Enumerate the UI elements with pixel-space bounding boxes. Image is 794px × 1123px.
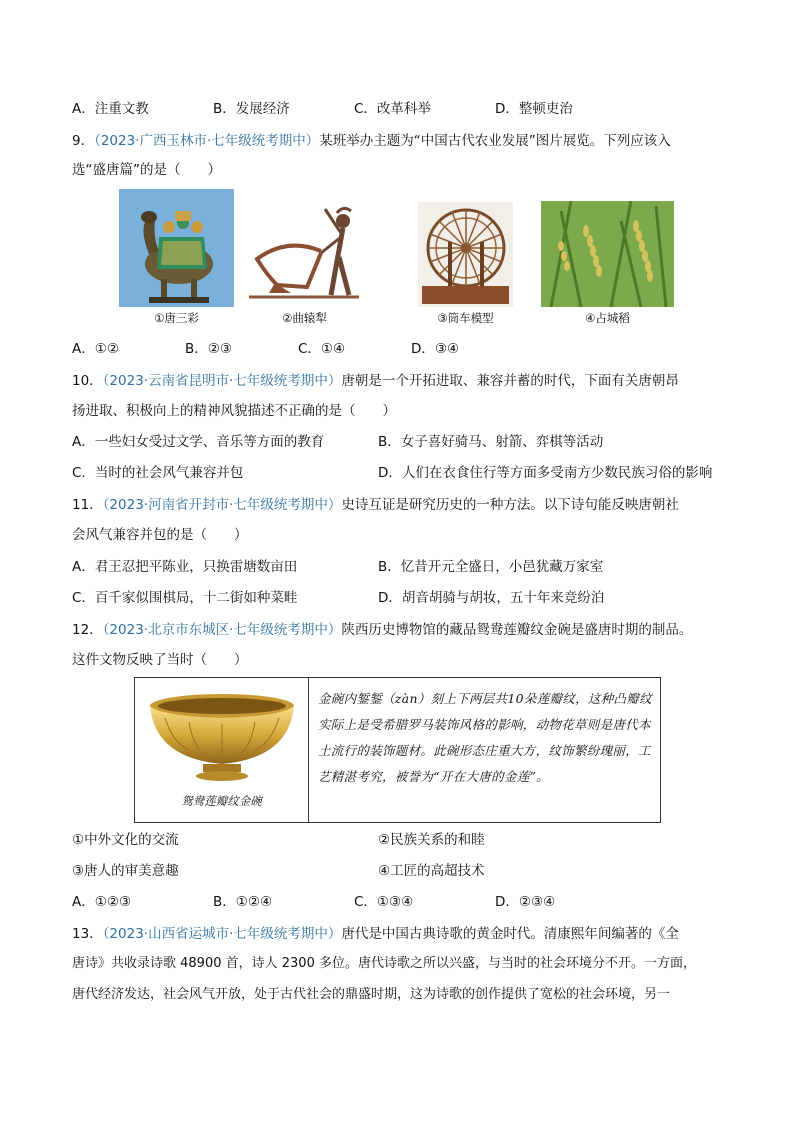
q11-text: 史诗互证是研究历史的一种方法。以下诗句能反映唐朝社: [341, 497, 679, 513]
q11-option-d: D．胡音胡骑与胡妆，五十年来竞纷泊: [378, 590, 605, 606]
q11-option-a: A．君王忍把平陈业，只换雷塘数亩田: [72, 559, 298, 575]
q8-option-d: D．整顿吏治: [495, 101, 573, 117]
q11-stem-line2: 会风气兼容并包的是（ ）: [72, 527, 248, 543]
gold-bowl-icon: [143, 688, 301, 788]
q12-statement-1: ①中外文化的交流: [72, 832, 179, 848]
q12-option-d: D．②③④: [495, 894, 556, 910]
q8-option-a: A．注重文教: [72, 101, 149, 117]
q12-option-a: A．①②③: [72, 894, 132, 910]
q10-stem-line1: [72, 374, 679, 390]
q9-caption-2: ②曲辕犁: [282, 311, 327, 325]
q9-option-b: B．②③: [185, 341, 232, 357]
q9-option-a: A．①②: [72, 341, 119, 357]
q9-number: 9．: [72, 133, 95, 149]
q10-option-c: C．当时的社会风气兼容并包: [72, 465, 244, 481]
q9-caption-1: ①唐三彩: [154, 311, 199, 325]
q9-caption-3: ③筒车模型: [437, 311, 494, 325]
q9-stem-line2: 选“盛唐篇”的是（ ）: [72, 162, 221, 178]
q12-option-b: B．①②④: [213, 894, 273, 910]
q12-statement-2: ②民族关系的和睦: [378, 832, 485, 848]
q12-text: 陕西历史博物馆的藏品鸳鸯莲瓣纹金碗是盛唐时期的制品。: [341, 622, 693, 638]
q13-text: 唐代是中国古典诗歌的黄金时代。清康熙年间编著的《全: [341, 926, 679, 942]
table-divider: [308, 678, 309, 822]
q10-option-b: B．女子喜好骑马、射箭、弈棋等活动: [378, 434, 604, 450]
q13-stem-line3: 唐代经济发达，社会风气开放，处于古代社会的鼎盛时期，这为诗歌的创作提供了宽松的社会环境，另一: [72, 987, 671, 1002]
curved-shaft-plow-icon: [247, 197, 362, 307]
q13-stem-line1: [72, 927, 679, 943]
q10-text: 唐朝是一个开拓进取、兼容并蓄的时代，下面有关唐朝昂: [341, 373, 679, 389]
q13-number: 13．: [72, 926, 103, 942]
q9-option-c: C．①④: [298, 341, 346, 357]
q8-option-b: B．发展经济: [213, 101, 290, 117]
bowl-description: 金碗内錾錾（zàn）刻上下两层共10朵莲瓣纹，这种凸瓣纹实际上是受希腊罗马装饰风格的影响，动物花草则是唐代本土流行的装饰题材。此碗形态庄重大方，纹饰繁纷瑰丽，工艺精湛考究，被誉为“开在大唐的金莲”。: [318, 691, 652, 784]
q11-number: 11．: [72, 497, 103, 513]
q11-option-c: C．百千家似围棋局，十二街如种菜畦: [72, 590, 298, 606]
q12-stem-line1: [72, 623, 692, 639]
q12-statement-3: ③唐人的审美意趣: [72, 863, 179, 879]
q9-stem-line1: [72, 134, 671, 150]
q12-stem-line2: 这件文物反映了当时（ ）: [72, 652, 248, 668]
water-wheel-icon: [418, 202, 513, 307]
q10-option-a: A．一些妇女受过文学、音乐等方面的教育: [72, 434, 325, 450]
q11-stem-line1: [72, 498, 679, 514]
q12-statement-4: ④工匠的高超技术: [378, 863, 485, 879]
q11-source: （2023·河南省开封市·七年级统考期中）: [102, 497, 342, 513]
q13-source: （2023·山西省运城市·七年级统考期中）: [102, 926, 342, 942]
q9-option-d: D．③④: [411, 341, 460, 357]
q12-option-c: C．①③④: [354, 894, 414, 910]
q10-number: 10．: [72, 373, 103, 389]
q9-caption-4: ④占城稻: [585, 311, 630, 325]
q9-text: 某班举办主题为“中国古代农业发展”图片展览。下列应该入: [319, 133, 671, 149]
q12-source: （2023·北京市东城区·七年级统考期中）: [102, 622, 342, 638]
q13-stem-line2: 唐诗》共收录诗歌 48900 首，诗人 2300 多位。唐代诗歌之所以兴盛，与当时的社会环境分不开。一方面，: [72, 956, 696, 971]
tang-sancai-camel-icon: [119, 189, 234, 307]
q9-source: （2023·广西玉林市·七年级统考期中）: [94, 133, 320, 149]
q12-material-table: [134, 677, 661, 823]
q11-option-b: B．忆昔开元全盛日，小邑犹藏万家室: [378, 559, 604, 575]
q12-number: 12．: [72, 622, 103, 638]
q10-stem-line2: 扬进取、积极向上的精神风貌描述不正确的是（ ）: [72, 403, 396, 419]
bowl-caption: 鸳鸯莲瓣纹金碗: [181, 794, 262, 808]
q10-source: （2023·云南省昆明市·七年级统考期中）: [102, 373, 342, 389]
q10-option-d: D．人们在衣食住行等方面多受南方少数民族习俗的影响: [378, 465, 713, 481]
q8-option-c: C．改革科举: [354, 101, 431, 117]
rice-plant-icon: [541, 201, 674, 307]
